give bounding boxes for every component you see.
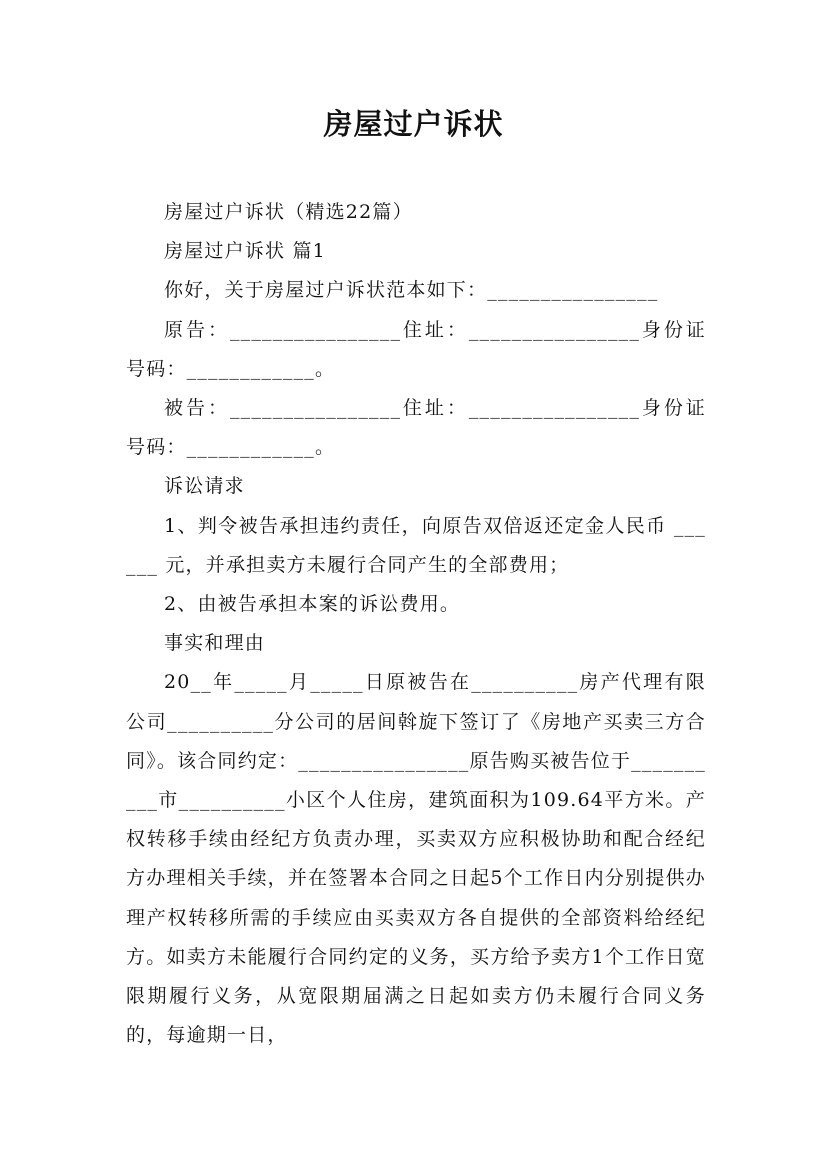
paragraph-intro: 你好，关于房屋过户诉状范本如下：________________ xyxy=(164,279,659,302)
paragraph-plaintiff: 原告：________________住址：________________身份证号码：____________。 xyxy=(126,318,706,380)
paragraph-section-heading: 房屋过户诉状 篇1 xyxy=(164,240,326,263)
paragraph-claims-heading: 诉讼请求 xyxy=(164,475,245,498)
paragraph-claim-2: 2、由被告承担本案的诉讼费用。 xyxy=(164,593,461,616)
paragraph-facts-body: 20__年_____月_____日原被告在__________房产代理有限公司__________分公司的居间斡旋下签订了《房地产买卖三方合同》。该合同约定：________________原告购买被告位于__________市__________小区个人住房，建筑面积为109.64平方米。产权转移手续由经纪方负责办理，买卖双方应积极协助和配合经纪方办理相关手续，并在签署本合同之日起5个工作日内分别提供办理产权转移所需的手续应由买卖双方各自提供的全部资料给经纪方。如卖方未能履行合同约定的义务，买方给予卖方1个工作日宽限期履行义务，从宽限期届满之日起如卖方仍未履行合同义务的，每逾期一日， xyxy=(126,671,707,1047)
document-body xyxy=(126,193,706,1055)
paragraph-subtitle: 房屋过户诉状（精选22篇） xyxy=(164,201,413,223)
document-title: 房屋过户诉状 xyxy=(323,107,504,141)
paragraph-claim-1: 1、判令被告承担违约责任，向原告双倍返还定金人民币 ______ 元，并承担卖方未履行合同产生的全部费用； xyxy=(126,514,706,576)
paragraph-defendant: 被告：________________住址：________________身份证号码：____________。 xyxy=(126,397,706,459)
paragraph-facts-heading: 事实和理由 xyxy=(164,632,266,655)
